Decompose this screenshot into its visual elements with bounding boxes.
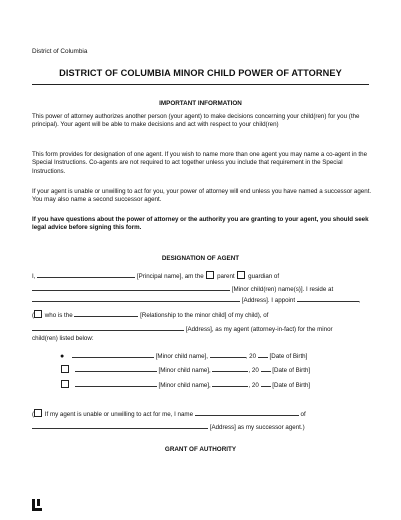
birth-day-field[interactable] — [212, 365, 248, 372]
designation-line-2 — [32, 284, 377, 294]
child-name-label: [Minor child name], — [155, 353, 208, 360]
designation-text: [Relationship to the minor child] of my child), of — [140, 312, 269, 319]
successor-line-2 — [32, 422, 377, 432]
year-prefix: , 20 — [248, 382, 259, 389]
child-name-field[interactable] — [75, 365, 157, 372]
successor-name-field[interactable] — [195, 409, 299, 416]
jurisdiction-label: District of Columbia — [32, 48, 88, 55]
successor-text: [Address] as my successor agent.) — [209, 424, 305, 431]
designation-text: [Minor child(ren) name(s)]. I reside at — [231, 286, 334, 293]
important-paragraph-2: This form provides for designation of one agent. If you wish to name more than one agent you may name a co-agent in the Special Instructions. Co-agents are not required to act together unless you include that requirement in the Special Instructions. — [32, 151, 368, 175]
birth-day-field[interactable] — [210, 351, 246, 358]
dob-label: [Date of Birth] — [272, 382, 311, 389]
principal-address-field[interactable] — [32, 295, 240, 302]
designation-text: who is the — [44, 312, 73, 319]
child-row-3 — [60, 380, 401, 390]
designation-text: ( — [32, 312, 35, 319]
bullet-icon: ● — [60, 353, 65, 360]
relationship-field[interactable] — [74, 310, 138, 317]
year-prefix: , 20 — [245, 353, 257, 360]
successor-text: ( — [32, 411, 35, 418]
dob-label: [Date of Birth] — [272, 367, 311, 374]
designation-text: guardian of — [248, 273, 280, 280]
designation-text: , — [358, 297, 361, 304]
designation-text: I, — [32, 273, 36, 280]
successor-text: If my agent is unable or unwilling to act for me, I name — [44, 411, 194, 418]
child-checkbox[interactable] — [61, 380, 69, 388]
successor-line-1 — [32, 409, 377, 419]
minor-children-names-field[interactable] — [32, 284, 230, 291]
successor-text: of — [300, 411, 306, 418]
designation-line-3 — [32, 295, 377, 305]
child-name-label: [Minor child name], — [158, 367, 211, 374]
year-prefix: , 20 — [248, 367, 259, 374]
designation-line-6 — [32, 335, 377, 343]
agent-name-field[interactable] — [297, 295, 359, 302]
document-title: DISTRICT OF COLUMBIA MINOR CHILD POWER OF ATTORNEY — [59, 68, 342, 78]
designation-text: [Principal name], am the — [136, 273, 204, 280]
designation-text: [Address], as my agent (attorney-in-fact) for the minor — [185, 326, 333, 333]
birth-day-field[interactable] — [212, 380, 248, 387]
designation-text: child(ren) listed below: — [32, 335, 94, 342]
designation-of-agent-heading: DESIGNATION OF AGENT — [161, 255, 240, 262]
important-paragraph-4: If you have questions about the power of attorney or the authority you are granting to your agent, you should seek legal advice before signing this form. — [32, 216, 369, 232]
designation-line-4 — [32, 310, 377, 320]
birth-year-field[interactable] — [261, 365, 271, 372]
child-checkbox[interactable] — [61, 365, 69, 373]
guardian-checkbox[interactable] — [237, 271, 245, 279]
publisher-logo-icon — [32, 499, 42, 511]
agent-option-checkbox[interactable] — [34, 310, 42, 318]
child-row-1 — [60, 351, 401, 361]
child-name-field[interactable] — [72, 351, 154, 358]
child-name-field[interactable] — [75, 380, 157, 387]
designation-line-5 — [32, 324, 377, 334]
important-information-heading: IMPORTANT INFORMATION — [159, 100, 242, 107]
designation-text: [Address]. I appoint — [241, 297, 296, 304]
designation-line-1 — [32, 271, 377, 281]
principal-name-field[interactable] — [37, 271, 135, 278]
successor-checkbox[interactable] — [34, 409, 42, 417]
designation-text: parent — [217, 273, 235, 280]
dob-label: [Date of Birth] — [269, 353, 308, 360]
successor-address-field[interactable] — [32, 422, 208, 429]
important-paragraph-1: This power of attorney authorizes another person (your agent) to make decisions concerning your child(ren) for you (the principal). Your agent will be able to make decisions and act with respect to your child(ren) — [32, 113, 360, 129]
agent-address-field[interactable] — [32, 324, 184, 331]
child-name-label: [Minor child name], — [158, 382, 211, 389]
title-divider — [32, 84, 369, 85]
child-row-2 — [60, 365, 401, 375]
grant-of-authority-heading: GRANT OF AUTHORITY — [164, 446, 237, 453]
important-paragraph-3: If your agent is unable or unwilling to act for you, your power of attorney will end unless you have named a successor agent. You may also name a second successor agent. — [32, 188, 372, 204]
parent-checkbox[interactable] — [206, 271, 214, 279]
birth-year-field[interactable] — [261, 380, 271, 387]
birth-year-field[interactable] — [258, 351, 268, 358]
